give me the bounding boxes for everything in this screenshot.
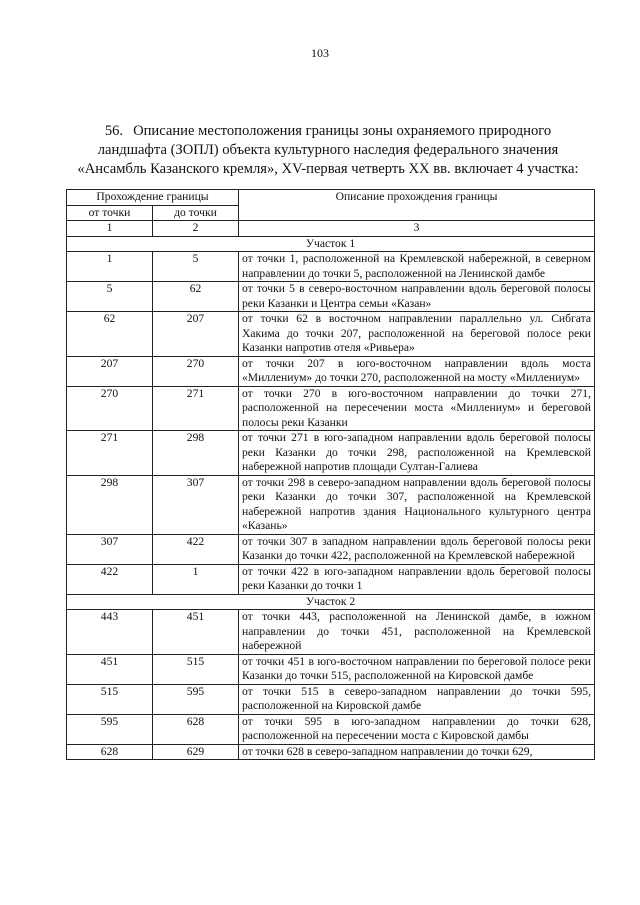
point-from: 422 — [67, 564, 153, 594]
table-row — [67, 386, 595, 431]
point-to: 207 — [153, 312, 239, 357]
boundary-description: от точки 451 в юго-восточном направлении по береговой полосе реки Казанки до точки 515, расположенной на Кировской дамбе — [239, 654, 595, 684]
boundary-description: от точки 595 в юго-западном направлении до точки 628, расположенной на пересечении моста с Кировской дамбы — [239, 714, 595, 744]
boundary-table — [66, 189, 595, 760]
point-from: 1 — [67, 252, 153, 282]
column-number: 1 — [67, 221, 153, 237]
point-from: 595 — [67, 714, 153, 744]
section-title: Участок 1 — [67, 236, 595, 252]
table-header-row — [67, 190, 595, 206]
point-from: 298 — [67, 475, 153, 534]
point-from: 271 — [67, 431, 153, 476]
point-from: 5 — [67, 282, 153, 312]
point-to: 307 — [153, 475, 239, 534]
table-row — [67, 252, 595, 282]
point-to: 62 — [153, 282, 239, 312]
point-from: 628 — [67, 744, 153, 760]
section-heading — [68, 122, 588, 179]
point-from: 62 — [67, 312, 153, 357]
header-description: Описание прохождения границы — [239, 190, 595, 221]
table-row — [67, 356, 595, 386]
table-row — [67, 564, 595, 594]
boundary-description: от точки 515 в северо-западном направлении до точки 595, расположенной на Кировской дамбе — [239, 684, 595, 714]
boundary-description: от точки 62 в восточном направлении параллельно ул. Сибгата Хакима до точки 207, расположенной на береговой полосе реки Казанки напротив отеля «Ривьера» — [239, 312, 595, 357]
boundary-description: от точки 628 в северо-западном направлении до точки 629, — [239, 744, 595, 760]
table-row — [67, 654, 595, 684]
point-to: 515 — [153, 654, 239, 684]
column-number-row — [67, 221, 595, 237]
column-number: 2 — [153, 221, 239, 237]
section-row — [67, 594, 595, 610]
boundary-description: от точки 270 в юго-восточном направлении до точки 271, расположенной на пересечении моста «Миллениум» и береговой полосы реки Казанки — [239, 386, 595, 431]
table-row — [67, 534, 595, 564]
point-from: 443 — [67, 610, 153, 655]
header-to: до точки — [153, 205, 239, 221]
point-from: 451 — [67, 654, 153, 684]
point-to: 271 — [153, 386, 239, 431]
table-row — [67, 475, 595, 534]
column-number: 3 — [239, 221, 595, 237]
boundary-description: от точки 298 в северо-западном направлении вдоль береговой полосы реки Казанки до точки 307, расположенной на Кремлевской набережной напротив здания Национального культурного центра «Казань» — [239, 475, 595, 534]
boundary-description: от точки 1, расположенной на Кремлевской набережной, в северном направлении до точки 5, расположенной на Ленинской дамбе — [239, 252, 595, 282]
header-from: от точки — [67, 205, 153, 221]
point-to: 595 — [153, 684, 239, 714]
section-title: Участок 2 — [67, 594, 595, 610]
heading-text-1: Описание местоположения границы зоны охраняемого природного — [133, 123, 552, 139]
table-row — [67, 610, 595, 655]
point-to: 628 — [153, 714, 239, 744]
heading-line-1 — [68, 122, 588, 141]
point-to: 270 — [153, 356, 239, 386]
boundary-description: от точки 207 в юго-восточном направлении вдоль моста «Миллениум» до точки 270, расположенной на мосту «Миллениум» — [239, 356, 595, 386]
point-from: 207 — [67, 356, 153, 386]
header-group: Прохождение границы — [67, 190, 239, 206]
point-from: 515 — [67, 684, 153, 714]
point-to: 1 — [153, 564, 239, 594]
boundary-description: от точки 307 в западном направлении вдоль береговой полосы реки Казанки до точки 422, расположенной на Кремлевской набережной — [239, 534, 595, 564]
point-to: 629 — [153, 744, 239, 760]
heading-line-3: «Ансамбль Казанского кремля», XV-первая четверть XX вв. включает 4 участка: — [77, 161, 579, 177]
boundary-description: от точки 271 в юго-западном направлении вдоль береговой полосы реки Казанки до точки 298, расположенной на Кремлевской набережной напротив площади Султан-Галиева — [239, 431, 595, 476]
section-row — [67, 236, 595, 252]
point-from: 307 — [67, 534, 153, 564]
point-from: 270 — [67, 386, 153, 431]
heading-line-2: ландшафта (ЗОПЛ) объекта культурного наследия федерального значения — [97, 142, 559, 158]
table-row — [67, 744, 595, 760]
page-number: 103 — [311, 46, 329, 60]
table-row — [67, 312, 595, 357]
point-to: 451 — [153, 610, 239, 655]
table-row — [67, 684, 595, 714]
section-number: 56. — [104, 123, 124, 139]
boundary-description: от точки 5 в северо-восточном направлении вдоль береговой полосы реки Казанки и Центра семьи «Казан» — [239, 282, 595, 312]
table-row — [67, 431, 595, 476]
table-row — [67, 282, 595, 312]
point-to: 422 — [153, 534, 239, 564]
point-to: 5 — [153, 252, 239, 282]
boundary-description: от точки 443, расположенной на Ленинской дамбе, в южном направлении до точки 451, расположенной на Кремлевской набережной — [239, 610, 595, 655]
boundary-description: от точки 422 в юго-западном направлении вдоль береговой полосы реки Казанки до точки 1 — [239, 564, 595, 594]
point-to: 298 — [153, 431, 239, 476]
table-row — [67, 714, 595, 744]
